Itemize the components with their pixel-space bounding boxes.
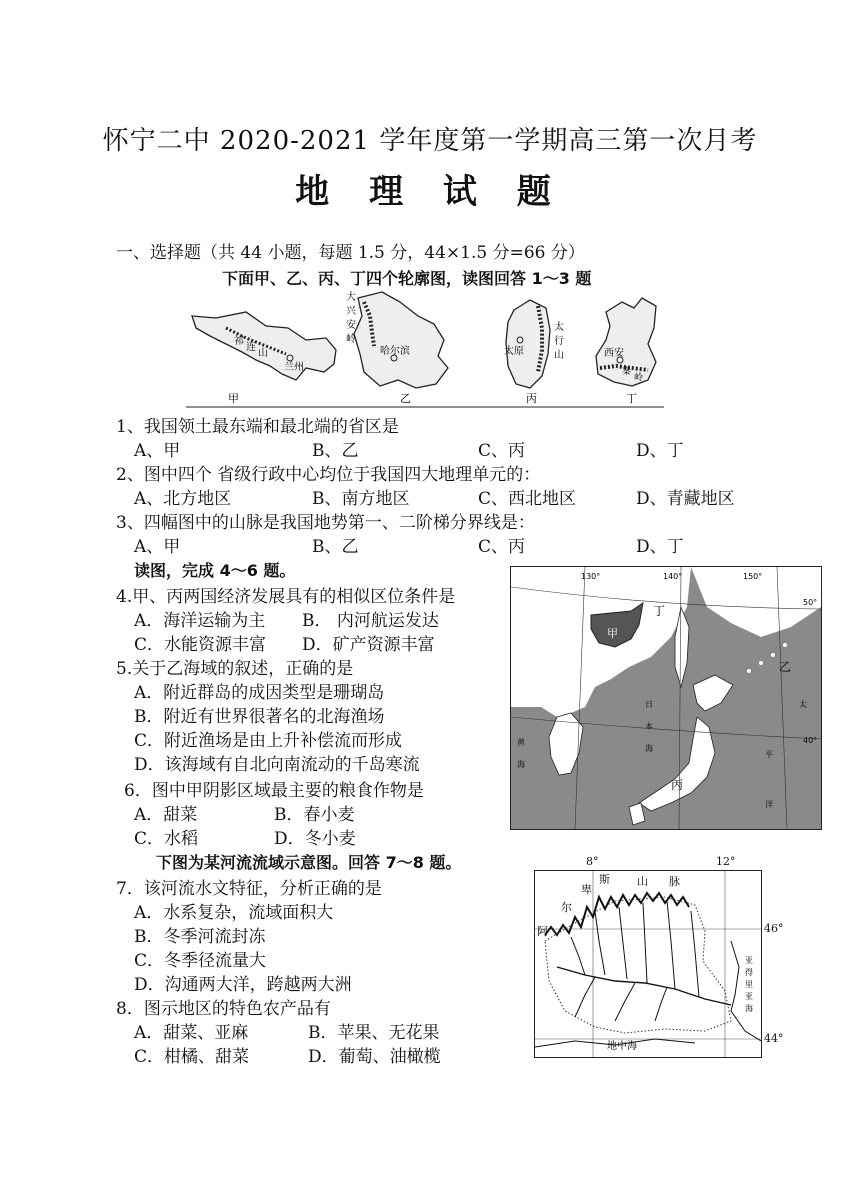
adriatic-label-4: 亚 [745,992,753,1001]
adriatic-label-5: 海 [745,1004,753,1013]
q3-option-d[interactable]: D、丁 [636,537,684,557]
map-bing [504,300,564,405]
label-ding-map2: 丁 [653,604,666,618]
label-yellow-2: 海 [517,760,525,769]
dxal-label-3: 安 [346,320,356,331]
taihang-label-3: 山 [554,350,564,361]
q2-option-b[interactable]: B、南方地区 [312,489,410,509]
alps-label-mai: 脉 [669,875,680,888]
panel-label-bing: 丙 [526,392,537,405]
q4-option-d[interactable]: D．矿产资源丰富 [302,635,435,655]
q6-option-a[interactable]: A．甜菜 [134,805,198,825]
q5-option-d[interactable]: D．该海域有自北向南流动的千岛寒流 [134,755,420,775]
alps-label-bei: 卑 [581,883,592,896]
group1-intro: 下面甲、乙、丙、丁四个轮廓图，读图回答 1～3 题 [222,269,592,288]
question-4-stem: 4.甲、丙两国经济发展具有的相似区位条件是 [116,587,456,607]
dxal-label-4: 岭 [346,334,356,345]
map-yi [346,290,448,405]
river-basin-map [534,870,762,1058]
dxal-label-1: 大 [346,292,356,303]
q1-option-c[interactable]: C、丙 [478,441,526,461]
taiyuan-label: 太原 [504,346,524,357]
q1-option-a[interactable]: A、甲 [134,441,181,461]
question-1-stem: 1、我国领土最东端和最北端的省区是 [116,417,399,437]
lon-8: 8° [586,855,599,868]
q7-option-b[interactable]: B．冬季河流封冻 [134,927,266,947]
q2-option-c[interactable]: C、西北地区 [478,489,577,509]
qilian-label-2: 连 [246,342,256,353]
label-pacific-2: 平 [765,750,773,759]
q5-option-c[interactable]: C．附近渔场是由上升补偿流而形成 [134,731,403,751]
question-7-stem: 7．该河流水文特征，分析正确的是 [116,879,382,899]
adriatic-label-2: 得 [745,968,753,977]
lanzhou-label: 兰州 [284,362,304,373]
panel-label-jia: 甲 [228,392,239,405]
adriatic-label-1: 亚 [745,956,753,965]
label-jia-map2: 甲 [607,627,618,640]
exam-title: 怀宁二中 2020-2021 学年度第一学期高三第一次月考 [102,126,758,156]
q7-option-d[interactable]: D．沟通两大洋，跨越两大洲 [134,975,352,995]
alps-label-a: 阿 [537,925,548,938]
panel-label-yi: 乙 [400,392,411,405]
q6-option-c[interactable]: C．水稻 [134,829,199,849]
qinling-label-2: 岭 [634,373,644,383]
q6-option-d[interactable]: D．冬小麦 [274,829,356,849]
lat-40: 40° [803,736,818,745]
q4-option-a[interactable]: A．海洋运输为主 [134,611,266,631]
q2-option-d[interactable]: D、青藏地区 [636,489,735,509]
lat-50: 50° [803,598,818,607]
xian-label: 西安 [604,348,624,359]
question-2-stem: 2、图中四个 省级行政中心均位于我国四大地理单元的： [116,465,541,485]
lon-12: 12° [716,855,736,868]
question-3-stem: 3、四幅图中的山脉是我国地势第一、二阶梯分界线是： [116,513,535,533]
dxal-label-2: 兴 [346,306,356,317]
question-5-stem: 5.关于乙海域的叙述，正确的是 [116,659,354,679]
panel-label-ding: 丁 [626,392,637,405]
q3-option-a[interactable]: A、甲 [134,537,181,557]
section-heading: 一、选择题（共 44 小题，每题 1.5 分，44×1.5 分=66 分） [116,243,585,263]
east-asia-map [510,566,822,830]
label-sea-hai: 海 [645,744,653,753]
q2-option-a[interactable]: A、北方地区 [134,489,232,509]
q8-option-b[interactable]: B．苹果、无花果 [308,1023,440,1043]
label-yellow-1: 黄 [517,738,525,747]
q1-option-d[interactable]: D、丁 [636,441,684,461]
qinling-label-1: 秦 [622,367,632,377]
label-bing-map2: 丙 [671,778,684,792]
q1-option-b[interactable]: B、乙 [312,441,359,461]
label-sea-ben: 本 [645,722,653,731]
q7-option-a[interactable]: A．水系复杂，流域面积大 [134,903,334,923]
med-label: 地中海 [607,1041,637,1052]
harbin-label: 哈尔滨 [380,346,410,357]
subject-title: 地 理 试 题 [295,172,565,212]
label-sea-ri: 日 [645,700,653,709]
q7-option-c[interactable]: C．冬季径流量大 [134,951,267,971]
taihang-label-2: 行 [554,336,564,347]
taihang-label-1: 太 [554,322,564,333]
lon-150: 150° [743,572,763,581]
lat-44: 44° [764,1032,784,1045]
alps-label-er: 尔 [561,901,572,914]
q3-option-b[interactable]: B、乙 [312,537,359,557]
lat-46: 46° [764,922,784,935]
lon-140: 140° [663,572,683,581]
q3-option-c[interactable]: C、丙 [478,537,526,557]
q5-option-a[interactable]: A．附近群岛的成因类型是珊瑚岛 [134,683,385,703]
qilian-label-3: 山 [258,348,268,359]
group3-intro: 下图为某河流流域示意图。回答 7～8 题。 [156,853,462,872]
q4-option-c[interactable]: C．水能资源丰富 [134,635,267,655]
q8-option-c[interactable]: C．柑橘、甜菜 [134,1047,250,1067]
q8-option-a[interactable]: A．甜菜、亚麻 [134,1023,249,1043]
q8-option-d[interactable]: D．葡萄、油橄榄 [308,1047,441,1067]
label-pacific-3: 洋 [765,800,773,809]
group2-intro: 读图，完成 4～6 题。 [134,561,296,580]
lon-130: 130° [581,572,601,581]
map-ding [596,298,656,405]
alps-label-shan: 山 [637,875,648,888]
outline-maps-figure [186,288,664,408]
question-6-stem: 6．图中甲阴影区域最主要的粮食作物是 [124,781,424,801]
map-jia [192,312,336,405]
qilian-label-1: 祁 [234,336,244,347]
alps-label-si: 斯 [599,873,610,886]
adriatic-label-3: 里 [745,980,753,989]
label-pacific-1: 太 [799,700,807,709]
q4-option-b[interactable]: B． 内河航运发达 [302,611,439,631]
question-8-stem: 8．图示地区的特色农产品有 [116,999,331,1019]
label-yi-map2: 乙 [779,660,792,674]
q6-option-b[interactable]: B．春小麦 [274,805,355,825]
q5-option-b[interactable]: B．附近有世界很著名的北海渔场 [134,707,385,727]
